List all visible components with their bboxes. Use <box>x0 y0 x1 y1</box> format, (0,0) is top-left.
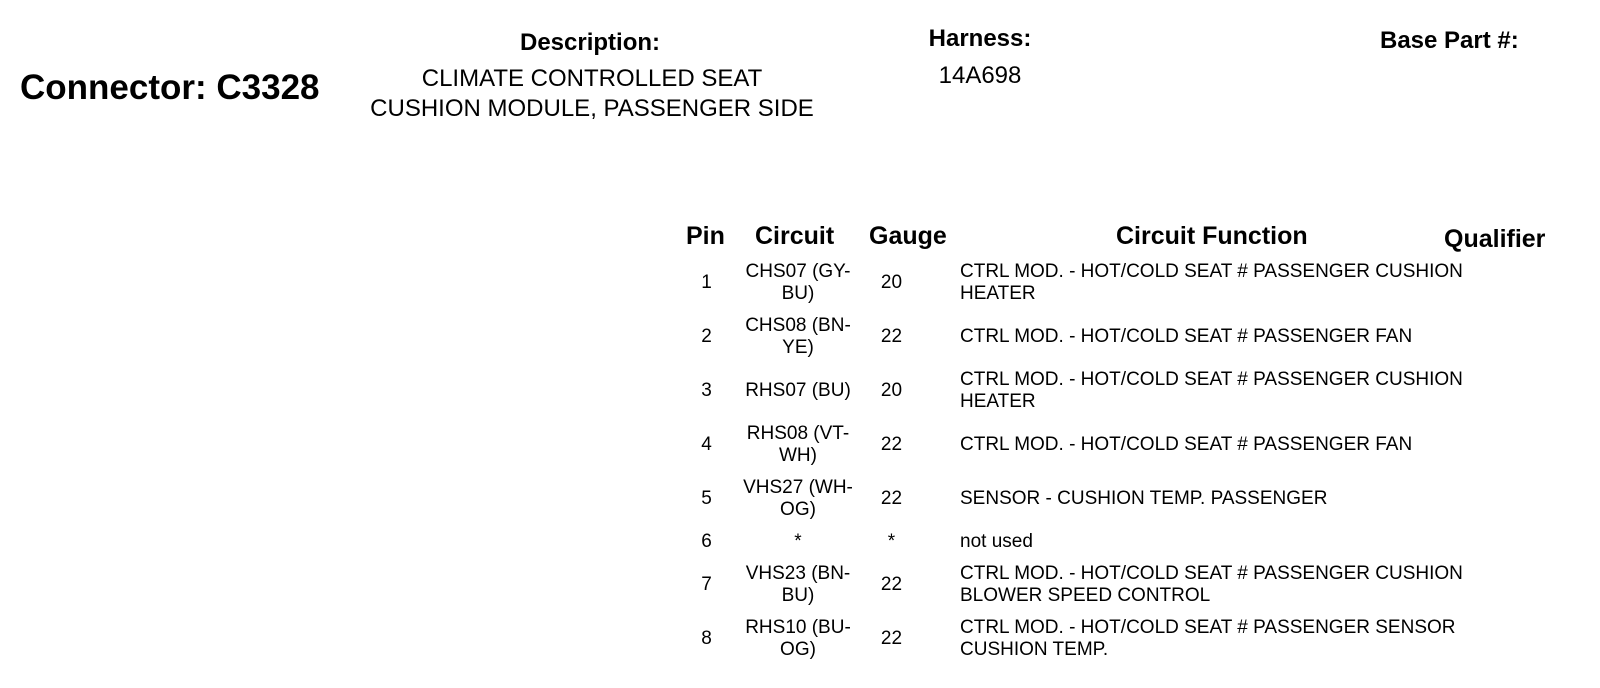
gauge-cell: 22 <box>880 628 903 649</box>
harness-header: Harness: <box>928 25 1032 52</box>
circuit-function-cell: CTRL MOD. - HOT/COLD SEAT # PASSENGER FAN <box>960 326 1413 347</box>
circuit-function-cell: CTRL MOD. - HOT/COLD SEAT # PASSENGER SENSOR CUSHION TEMP. <box>960 617 1456 660</box>
circuit-cell <box>728 310 868 364</box>
pinout-table <box>685 256 1490 666</box>
gauge-cell: 20 <box>880 272 903 293</box>
pin-number: 7 <box>701 574 712 595</box>
circuit-function-cell: CTRL MOD. - HOT/COLD SEAT # PASSENGER CUSHION HEATER <box>960 261 1463 304</box>
description-header: Description: <box>519 29 660 56</box>
circuit-function-cell: CTRL MOD. - HOT/COLD SEAT # PASSENGER CUSHION HEATER <box>960 369 1463 412</box>
table-row <box>685 612 1490 666</box>
table-row <box>685 364 1490 418</box>
gauge-cell: * <box>887 531 896 552</box>
pin-number: 6 <box>701 531 712 552</box>
circuit-code: RHS07 (BU) <box>745 380 851 401</box>
circuit-function-cell: not used <box>960 531 1033 552</box>
description-value: CLIMATE CONTROLLED SEAT CUSHION MODULE, PASSENGER SIDE <box>370 65 814 122</box>
pin-number: 5 <box>701 488 712 509</box>
table-row <box>685 526 1490 558</box>
gauge-cell: 22 <box>880 574 903 595</box>
connector-title: Connector: C3328 <box>20 68 320 107</box>
circuit-cell <box>728 256 868 310</box>
circuit-function-cell: CTRL MOD. - HOT/COLD SEAT # PASSENGER FAN <box>960 434 1413 455</box>
circuit-code: CHS08 (BN-YE) <box>745 315 851 358</box>
pin-number: 8 <box>701 628 712 649</box>
circuit-code: RHS10 (BU-OG) <box>745 617 851 660</box>
circuit-function-cell: CTRL MOD. - HOT/COLD SEAT # PASSENGER CUSHION BLOWER SPEED CONTROL <box>960 563 1463 606</box>
pin-number: 4 <box>701 434 712 455</box>
gauge-cell: 22 <box>880 488 903 509</box>
base-part-header: Base Part #: <box>1380 27 1519 54</box>
circuit-function-cell: SENSOR - CUSHION TEMP. PASSENGER <box>960 488 1328 509</box>
gauge-cell: 22 <box>880 326 903 347</box>
gauge-column-header: Gauge <box>869 222 947 250</box>
circuit-cell <box>728 612 868 666</box>
table-row <box>685 256 1490 310</box>
qualifier-column-header: Qualifier <box>1444 225 1546 253</box>
circuit-code: VHS27 (WH-OG) <box>743 477 853 520</box>
table-row <box>685 418 1490 472</box>
circuit-cell <box>728 526 868 558</box>
harness-value: 14A698 <box>938 62 1022 89</box>
gauge-cell: 20 <box>880 380 903 401</box>
circuit-cell <box>728 364 868 418</box>
circuit-code: VHS23 (BN-BU) <box>745 563 851 606</box>
circuit-cell <box>728 472 868 526</box>
circuit-function-column-header: Circuit Function <box>1116 222 1308 250</box>
pin-number: 1 <box>701 272 712 293</box>
table-row <box>685 558 1490 612</box>
circuit-cell <box>728 418 868 472</box>
pin-number: 2 <box>701 326 712 347</box>
pin-number: 3 <box>701 380 712 401</box>
gauge-cell: 22 <box>880 434 903 455</box>
circuit-code: * <box>794 531 802 552</box>
circuit-code: CHS07 (GY-BU) <box>745 261 851 304</box>
circuit-code: RHS08 (VT-WH) <box>746 423 850 466</box>
circuit-column-header: Circuit <box>755 222 835 250</box>
table-row <box>685 472 1490 526</box>
circuit-cell <box>728 558 868 612</box>
table-row <box>685 310 1490 364</box>
pin-column-header: Pin <box>686 222 725 250</box>
